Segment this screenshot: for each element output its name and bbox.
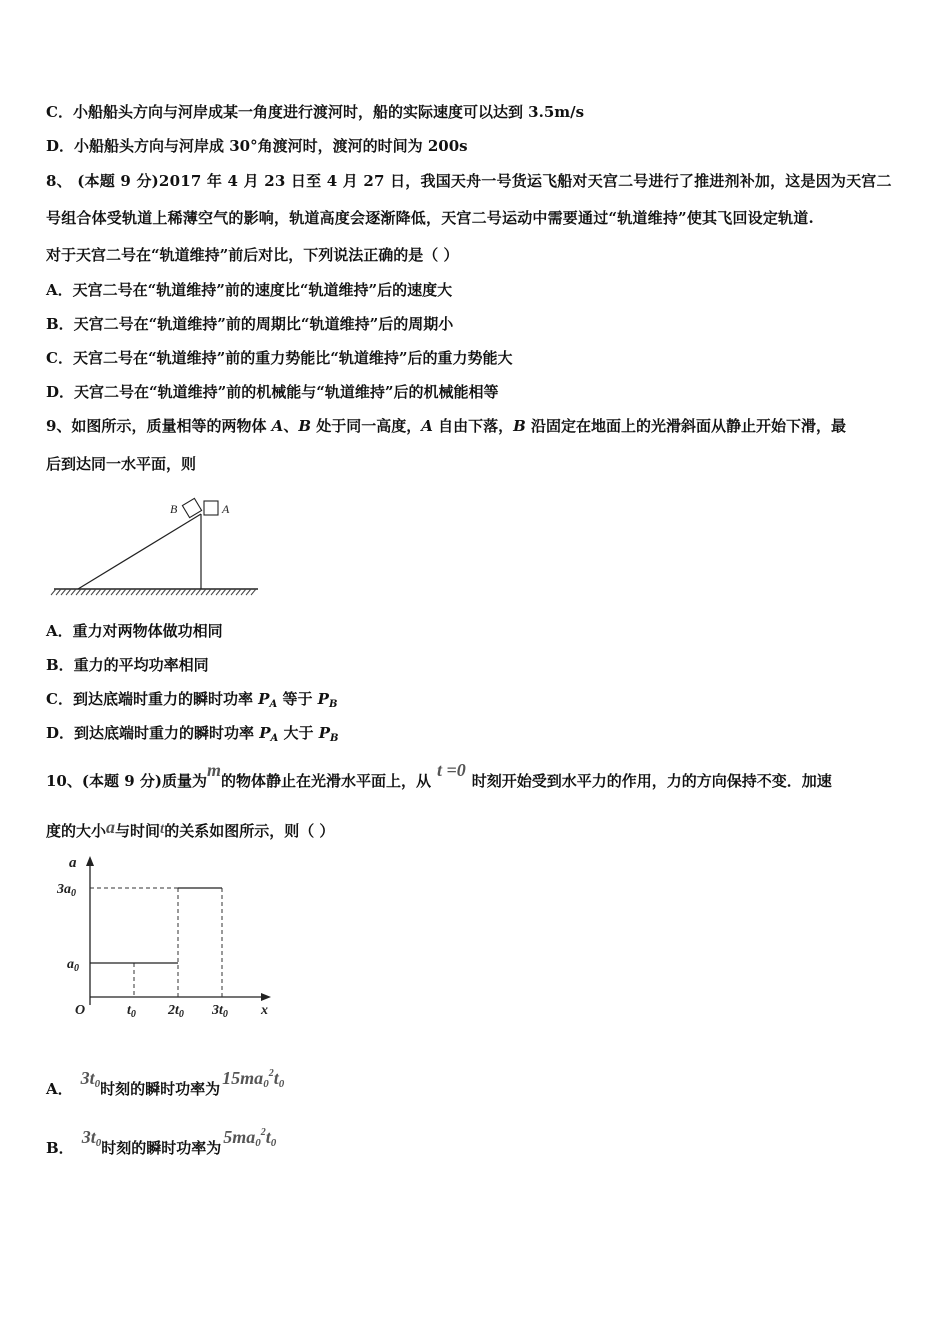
hatch-mark [136, 589, 141, 595]
q8-option-d: D．天宫二号在“轨道维持”前的机械能与“轨道维持”后的机械能相等 [46, 383, 499, 401]
block-a [204, 501, 218, 515]
hatch-mark [66, 589, 71, 595]
label-a: A [222, 502, 230, 516]
q10-option-a: A．3t0时刻的瞬时功率为$15ma0^2t0$ [46, 1068, 285, 1098]
hatch-mark [241, 589, 246, 595]
q8-option-b: B．天宫二号在“轨道维持”前的周期比“轨道维持”后的周期小 [46, 315, 454, 333]
a-t-graph [55, 850, 280, 1022]
hatch-mark [196, 589, 201, 595]
q8-stem-line2: 号组合体受轨道上稀薄空气的影响，轨道高度会逐渐降低，天宫二号运动中需要通过“轨道维持”使其飞回设定轨道. [46, 209, 814, 227]
x-axis-label: x [261, 1003, 268, 1018]
hatch-mark [201, 589, 206, 595]
tick-2t0: $2t_0$ [168, 1003, 184, 1020]
q10-stem-line1: 10、(本题 9 分)质量为m的物体静止在光滑水平面上，从t =0时刻开始受到水平力的作用，力的方向保持不变．加速 [46, 760, 832, 790]
hatch-mark [51, 589, 56, 595]
hatch-mark [106, 589, 111, 595]
hatch-mark [101, 589, 106, 595]
q9-option-a: A．重力对两物体做功相同 [46, 622, 223, 640]
hatch-mark [81, 589, 86, 595]
hatch-mark [146, 589, 151, 595]
hatch-mark [216, 589, 221, 595]
q10-option-b: B．3t0时刻的瞬时功率为$5ma0^2t0$ [46, 1127, 277, 1157]
hatch-mark [61, 589, 66, 595]
hatch-mark [121, 589, 126, 595]
ground-hatching [51, 589, 256, 595]
q8-option-a: A．天宫二号在“轨道维持”前的速度比“轨道维持”后的速度大 [46, 281, 453, 299]
hatch-mark [126, 589, 131, 595]
hatch-mark [141, 589, 146, 595]
hatch-mark [191, 589, 196, 595]
q9-option-c: C．到达底端时重力的瞬时功率 $P_A$ 等于 $P_B$ [46, 690, 338, 710]
incline-slope [78, 514, 201, 589]
hatch-mark [231, 589, 236, 595]
hatch-mark [236, 589, 241, 595]
hatch-mark [156, 589, 161, 595]
hatch-mark [91, 589, 96, 595]
hatch-mark [86, 589, 91, 595]
tick-a0: $a_0$ [67, 957, 79, 974]
q8-stem-line1: 8、 (本题 9 分)2017 年 4 月 23 日至 4 月 27 日，我国天舟一号货运飞船对天宫二号进行了推进剂补加，这是因为天宫二 [46, 172, 892, 190]
hatch-mark [151, 589, 156, 595]
hatch-mark [116, 589, 121, 595]
hatch-mark [111, 589, 116, 595]
q10-stem-line2: 度的大小a与时间t的关系如图所示，则（ ） [46, 817, 335, 840]
hatch-mark [171, 589, 176, 595]
tick-t0: $t_0$ [127, 1003, 136, 1020]
hatch-mark [166, 589, 171, 595]
q9-stem-line1: 9、如图所示，质量相等的两物体 A、B 处于同一高度，A 自由下落，B 沿固定在地面上的光滑斜面从静止开始下滑，最 [46, 417, 847, 435]
hatch-mark [176, 589, 181, 595]
origin-label: O [75, 1003, 86, 1018]
q8-stem-line3: 对于天宫二号在“轨道维持”前后对比，下列说法正确的是（ ） [46, 246, 459, 264]
y-axis-label: a [69, 855, 77, 871]
hatch-mark [131, 589, 136, 595]
hatch-mark [161, 589, 166, 595]
q9-stem-line2: 后到达同一水平面，则 [46, 455, 197, 473]
hatch-mark [221, 589, 226, 595]
tick-3a0: $3a_0$ [57, 882, 76, 899]
hatch-mark [251, 589, 256, 595]
hatch-mark [96, 589, 101, 595]
hatch-mark [76, 589, 81, 595]
hatch-mark [186, 589, 191, 595]
q8-option-c: C．天宫二号在“轨道维持”前的重力势能比“轨道维持”后的重力势能大 [46, 349, 513, 367]
hatch-mark [181, 589, 186, 595]
q9-option-d: D．到达底端时重力的瞬时功率 $P_A$ 大于 $P_B$ [46, 724, 339, 744]
hatch-mark [246, 589, 251, 595]
q7-option-c: C．小船船头方向与河岸成某一角度进行渡河时，船的实际速度可以达到 3.5m/s [46, 103, 585, 121]
hatch-mark [71, 589, 76, 595]
hatch-mark [56, 589, 61, 595]
tick-3t0: $3t_0$ [212, 1003, 228, 1020]
hatch-mark [211, 589, 216, 595]
y-axis-arrow [86, 856, 94, 866]
hatch-mark [206, 589, 211, 595]
q9-option-b: B．重力的平均功率相同 [46, 656, 209, 674]
label-b: B [170, 502, 178, 516]
q7-option-d: D．小船船头方向与河岸成 30°角渡河时，渡河的时间为 200s [46, 137, 468, 155]
incline-figure [48, 495, 263, 600]
x-axis-arrow [261, 993, 271, 1001]
hatch-mark [226, 589, 231, 595]
